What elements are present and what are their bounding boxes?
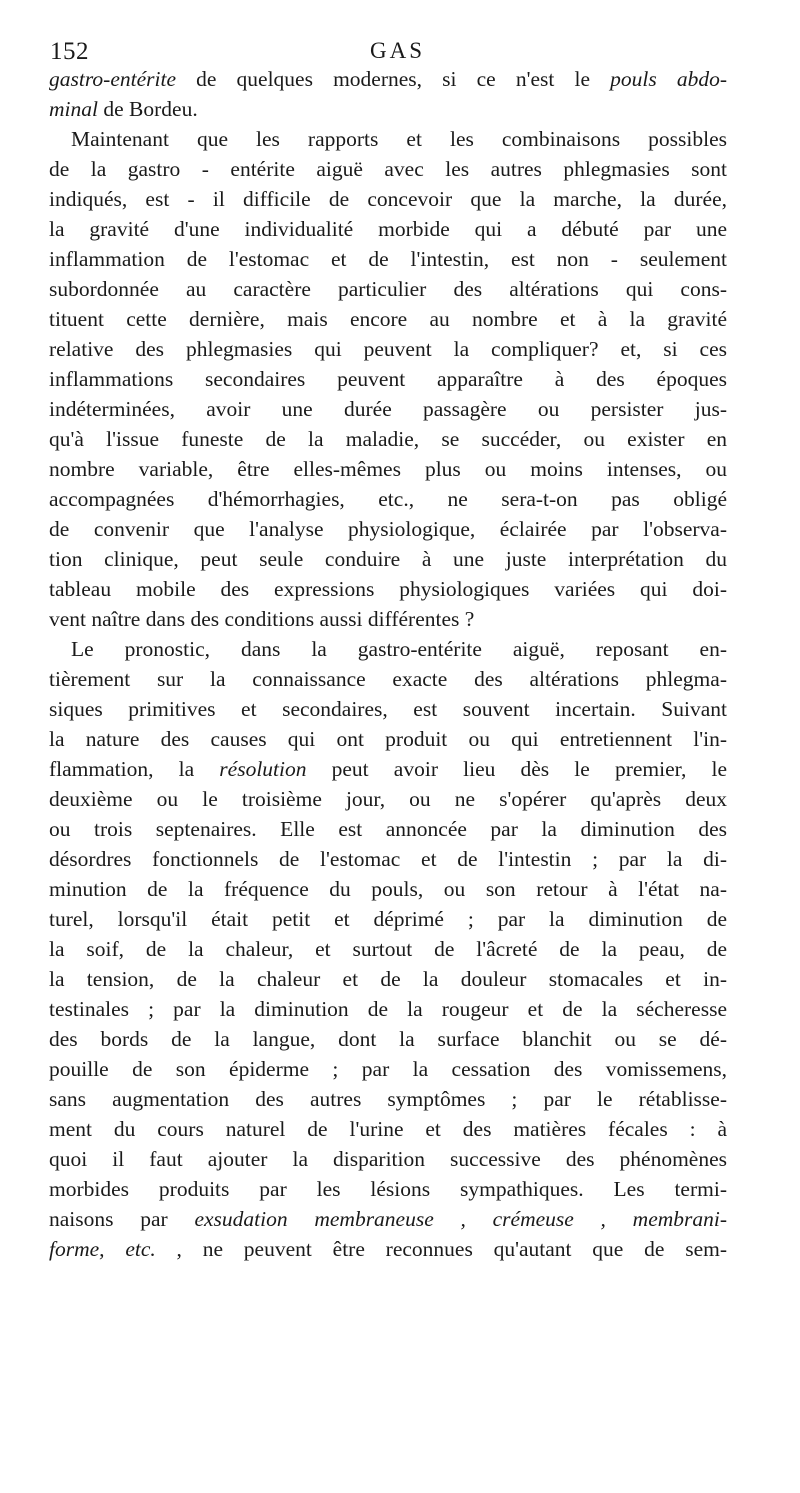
line-text: , ne peuvent être reconnues qu'autant que de sem- (155, 1237, 728, 1261)
italic-term: minal (49, 97, 98, 121)
text-line: tituent cette dernière, mais encore au nombre et à la gravité (49, 307, 727, 331)
text-line: tièrement sur la connaissance exacte des altérations phlegma- (49, 667, 727, 691)
text-line: minution de la fréquence du pouls, ou son retour à l'état na- (49, 877, 727, 901)
text-line (49, 1234, 727, 1264)
line-text: peut avoir lieu dès le premier, le (306, 757, 727, 781)
text-line: accompagnées d'hémorrhagies, etc., ne sera-t-on pas obligé (49, 487, 727, 511)
text-line: ment du cours naturel de l'urine et des matières fécales : à (49, 1117, 727, 1141)
text-line: tableau mobile des expressions physiologiques variées qui doi- (49, 577, 727, 601)
line-text: de quelques modernes, si ce n'est le (175, 67, 611, 91)
text-line: sans augmentation des autres symptômes ; par le rétablisse- (49, 1087, 727, 1111)
text-line: indiqués, est - il difficile de concevoir que la marche, la durée, (49, 187, 727, 211)
paragraph-first-line: Maintenant que les rapports et les combinaisons possibles (71, 127, 727, 151)
line-text: de Bordeu. (97, 97, 198, 121)
text-line: de la gastro - entérite aiguë avec les autres phlegmasies sont (49, 157, 727, 181)
italic-term: pouls abdo- (610, 67, 727, 91)
line-text: naisons par (49, 1207, 195, 1231)
paragraph-first-line: Le pronostic, dans la gastro-entérite aiguë, reposant en- (71, 637, 727, 661)
text-line: quoi il faut ajouter la disparition successive des phénomènes (49, 1147, 727, 1171)
text-line: tion clinique, peut seule conduire à une juste interprétation du (49, 547, 727, 571)
text-line: inflammation de l'estomac et de l'intestin, est non - seulement (49, 247, 727, 271)
page-number: 152 (50, 38, 89, 65)
text-line: nombre variable, être elles-mêmes plus ou moins intenses, ou (49, 457, 727, 481)
text-line: testinales ; par la diminution de la rougeur et de la sécheresse (49, 997, 727, 1021)
text-line: la gravité d'une individualité morbide qui a débuté par une (49, 217, 727, 241)
running-head: GAS (370, 38, 426, 63)
text-line (49, 94, 727, 124)
text-line: vent naître dans des conditions aussi différentes ? (49, 607, 475, 631)
text-line: désordres fonctionnels de l'estomac et de l'intestin ; par la di- (49, 847, 727, 871)
text-line: turel, lorsqu'il était petit et déprimé ; par la diminution de (49, 907, 727, 931)
text-line: de convenir que l'analyse physiologique, éclairée par l'observa- (49, 517, 727, 541)
text-line (49, 1204, 727, 1234)
italic-term: exsudation membraneuse , crémeuse , membrani- (194, 1207, 728, 1231)
italic-term: forme, etc. (49, 1237, 156, 1261)
text-line: siques primitives et secondaires, est souvent incertain. Suivant (49, 697, 727, 721)
text-line: deuxième ou le troisième jour, ou ne s'opérer qu'après deux (49, 787, 727, 811)
text-line: morbides produits par les lésions sympathiques. Les termi- (49, 1177, 727, 1201)
text-line: pouille de son épiderme ; par la cessation des vomissemens, (49, 1057, 727, 1081)
text-line: des bords de la langue, dont la surface blanchit ou se dé- (49, 1027, 727, 1051)
text-line: inflammations secondaires peuvent apparaître à des époques (49, 367, 727, 391)
text-line: la soif, de la chaleur, et surtout de l'âcreté de la peau, de (49, 937, 727, 961)
body-text (49, 64, 727, 1264)
text-line (49, 754, 727, 784)
text-line: la tension, de la chaleur et de la douleur stomacales et in- (49, 967, 727, 991)
text-line: qu'à l'issue funeste de la maladie, se succéder, ou exister en (49, 427, 727, 451)
italic-term: résolution (219, 757, 307, 781)
italic-term: gastro-entérite (49, 67, 176, 91)
line-text: flammation, la (49, 757, 220, 781)
text-line: relative des phlegmasies qui peuvent la compliquer? et, si ces (49, 337, 727, 361)
text-line (49, 64, 727, 94)
text-line: ou trois septenaires. Elle est annoncée par la diminution des (49, 817, 727, 841)
text-line: subordonnée au caractère particulier des altérations qui cons- (49, 277, 727, 301)
text-line: la nature des causes qui ont produit ou qui entretiennent l'in- (49, 727, 727, 751)
text-line: indéterminées, avoir une durée passagère ou persister jus- (49, 397, 727, 421)
